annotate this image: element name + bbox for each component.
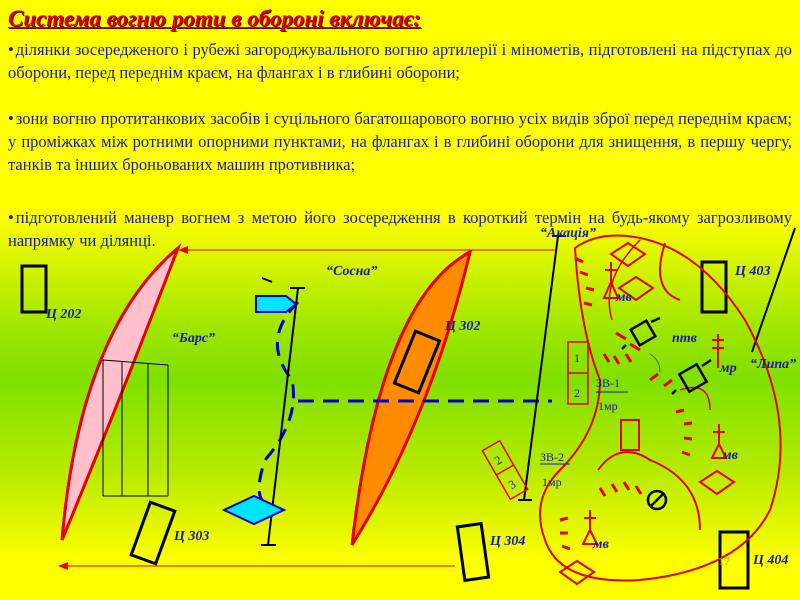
atgm-symbol-2 [672, 360, 711, 394]
flag-symbol-bars [224, 496, 284, 524]
label-c202: Ц 202 [46, 307, 82, 322]
label-c404: Ц 404 [753, 553, 789, 568]
atgm-symbol-1 [622, 318, 660, 349]
label-bars: “Барс” [172, 331, 216, 346]
paragraph-text: ділянки зосередженого і рубежі загороджувального вогню артилерії і мінометів, підготовлені на підступах до оборони, перед переднім краєм, на флангах і в глибині оборони; [8, 40, 792, 82]
label-mp2: 1мр [542, 475, 562, 489]
page-number: 17 [718, 554, 730, 568]
position-diamond-3 [700, 471, 734, 494]
observation-post-symbol [648, 491, 666, 509]
bullet-marker: • [8, 109, 14, 128]
box-label-1: 1 [574, 351, 580, 365]
box-label-2b: 2 [492, 452, 505, 468]
label-akatsiia: “Акація” [540, 226, 596, 241]
sector-boxes-zv1 [568, 342, 588, 404]
label-c403: Ц 403 [735, 264, 771, 279]
label-mr: мр [720, 361, 737, 376]
label-zv2: ЗВ-2 [540, 450, 565, 464]
bullet-marker: • [8, 40, 14, 59]
bullet-marker: • [8, 208, 14, 227]
target-c202 [22, 266, 46, 312]
sector-boxes-zv2 [482, 441, 527, 499]
target-marker-small [621, 420, 639, 450]
label-sosna: “Сосна” [326, 264, 378, 279]
target-c403 [702, 262, 726, 312]
slide-title: Система вогню роти в обороні включає: [8, 6, 421, 31]
label-c304: Ц 304 [490, 534, 526, 549]
label-ptv: птв [672, 331, 697, 346]
label-mv-2: мв [722, 448, 738, 463]
label-c302: Ц 302 [445, 319, 481, 334]
label-mv-1: мв [616, 290, 632, 305]
target-c303 [131, 502, 175, 564]
label-mv-3: мв [593, 537, 609, 552]
label-lypa: “Липа” [750, 357, 797, 372]
fire-sector-orange [352, 252, 470, 545]
paragraph-text: зони вогню протитанкових засобів і суцільного багатошарового вогню усіх видів зброї перед переднім краєм; у проміжках між ротними опорними пунктами, на флангах і в глибині оборони для знищення, в першу чергу, танків та інших броньованих машин противника; [8, 109, 792, 174]
box-label-3: 3 [506, 476, 519, 492]
direction-arrow-top [178, 246, 555, 254]
label-mp1: 1мр [598, 399, 618, 413]
box-label-2: 2 [574, 386, 580, 400]
direction-arrow-bottom [58, 562, 455, 570]
flag-symbol-sosna [256, 296, 296, 312]
label-zv1: ЗВ-1 [596, 376, 621, 390]
paragraph-text: підготовлений маневр вогнем з метою його зосередження в короткий термін на будь-якому загрозливому напрямку чи ділянці. [8, 208, 792, 250]
company-defense-area [540, 236, 781, 581]
target-c304 [457, 524, 488, 581]
label-c303: Ц 303 [174, 529, 210, 544]
